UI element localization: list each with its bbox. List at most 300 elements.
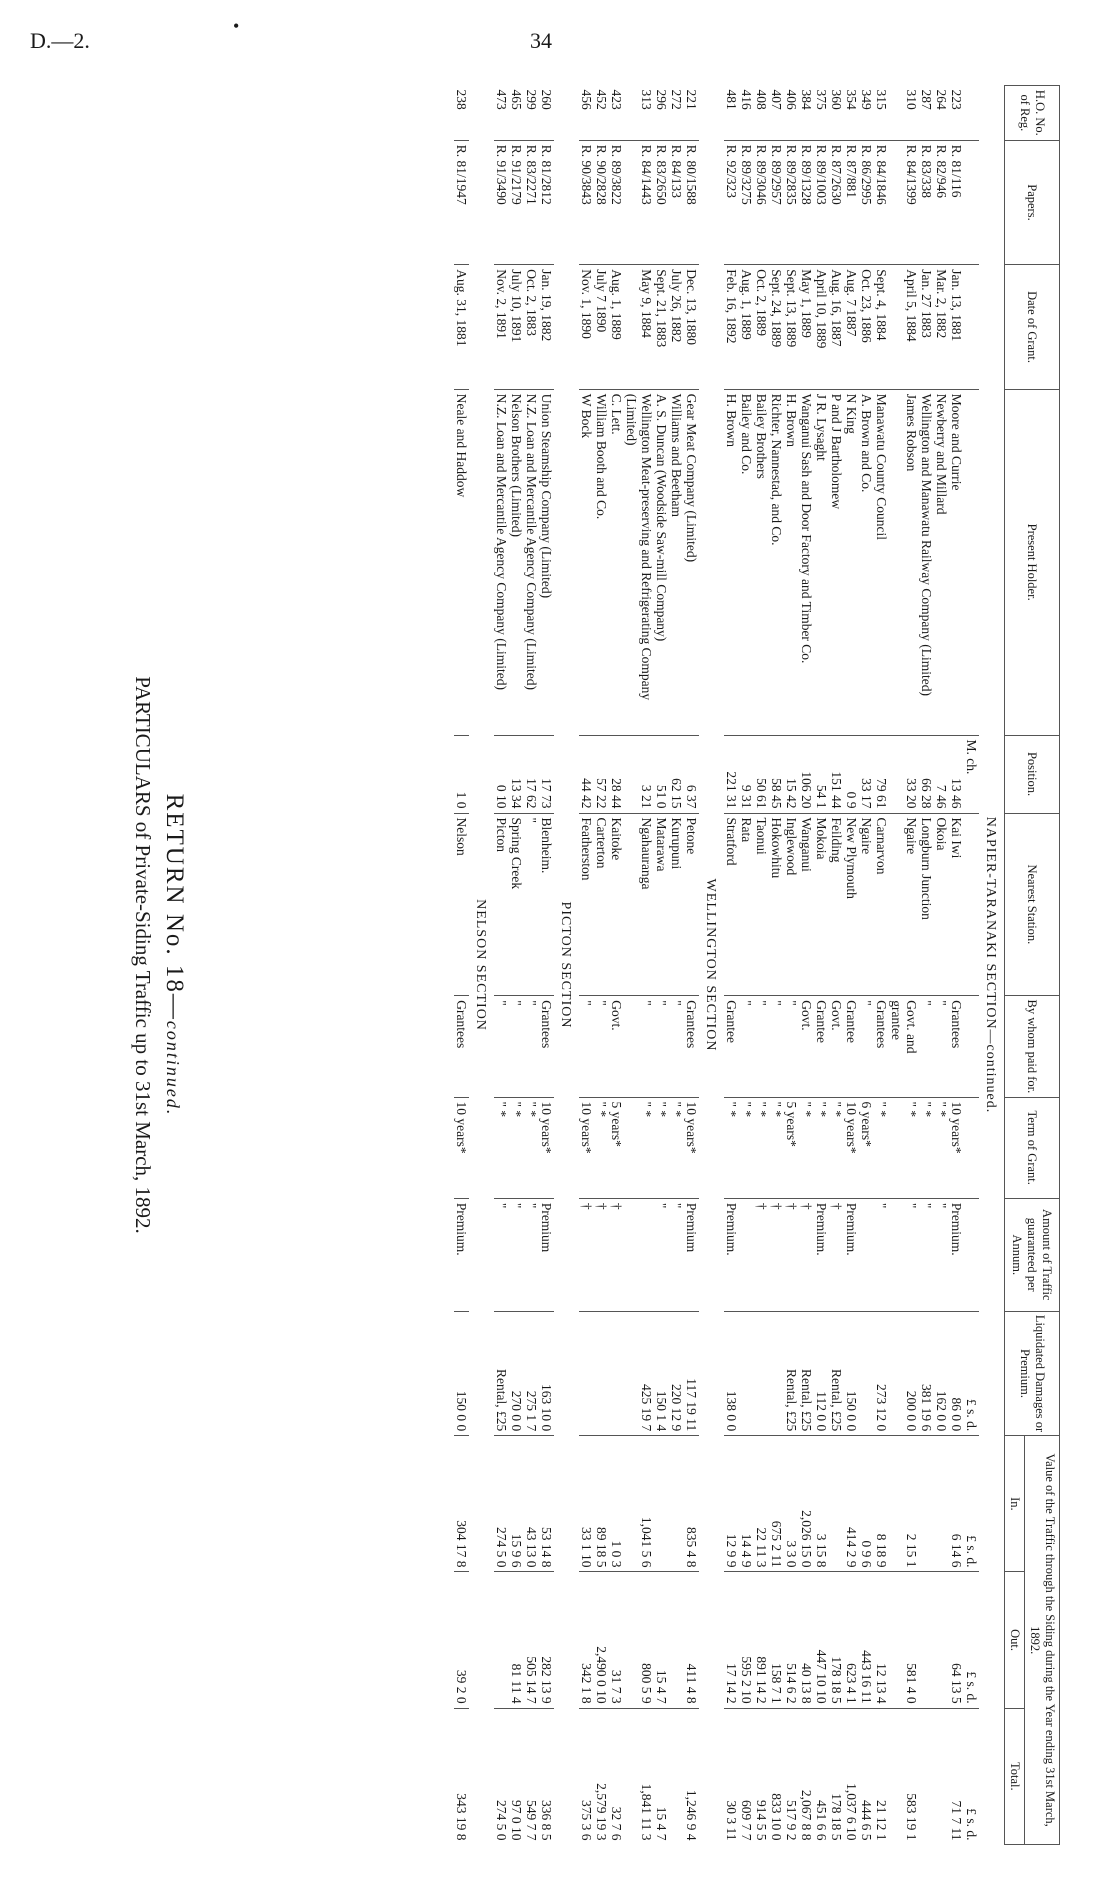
money-units: £ s. d. bbox=[964, 1436, 979, 1572]
cell-amount: " bbox=[654, 1198, 669, 1311]
cell-amount: Premium. bbox=[949, 1198, 964, 1311]
cell-in: 1,041 5 6 bbox=[624, 1436, 654, 1572]
section-name: PICTON SECTION bbox=[558, 901, 573, 1029]
cell-paid: " bbox=[934, 996, 949, 1097]
cell-out: 17 14 2 bbox=[724, 1572, 739, 1708]
cell-ho-reg: 465 bbox=[509, 89, 524, 110]
cell-total: 517 9 2 bbox=[784, 1708, 799, 1844]
cell-damages: 162 0 0 bbox=[934, 1311, 949, 1436]
rotated-page bbox=[60, 75, 1060, 1885]
cell-total: 274 5 0 bbox=[494, 1708, 509, 1844]
col-date: Date of Grant. bbox=[1005, 265, 1060, 390]
cell-amount: " bbox=[934, 1198, 949, 1311]
cell-paid: " bbox=[509, 996, 524, 1097]
cell-total: 30 3 11 bbox=[724, 1708, 739, 1844]
table-row bbox=[539, 86, 554, 1845]
cell-amount: † bbox=[799, 1198, 814, 1311]
cell-ho-reg: 287 bbox=[919, 89, 934, 110]
cell-paid: Grantee bbox=[724, 996, 739, 1097]
cell-amount: † bbox=[579, 1198, 594, 1311]
cell-amount: Premium. bbox=[724, 1198, 739, 1311]
cell-out: 39 2 0 bbox=[454, 1572, 469, 1708]
cell-amount: " bbox=[524, 1198, 539, 1311]
cell-date: Jan. 13, 1881 bbox=[949, 265, 964, 390]
cell-out: 158 7 1 bbox=[769, 1572, 784, 1708]
table-row bbox=[579, 86, 594, 1845]
cell-holder: N.Z. Loan and Mercantile Agency Company (Limited) bbox=[494, 389, 509, 735]
cell-ho-reg: 406 bbox=[784, 89, 799, 110]
cell-ho-reg: 407 bbox=[769, 89, 784, 110]
cell-position: 58 45 bbox=[769, 735, 784, 813]
particulars-title: PARTICULARS of Private-Siding Traffic up to 31st March, 1892. bbox=[131, 676, 155, 1234]
section-name: NAPIER-TARANAKI SECTION—continued. bbox=[983, 816, 998, 1114]
cell-ho-reg: 360 bbox=[829, 89, 844, 110]
cell-in: 274 5 0 bbox=[494, 1436, 509, 1572]
cell-amount: " bbox=[494, 1198, 509, 1311]
cell-papers: R. 80/1588 bbox=[684, 140, 699, 265]
cell-in bbox=[654, 1436, 669, 1572]
cell-station: Rata bbox=[739, 813, 754, 996]
cell-date: Oct. 2, 1889 bbox=[754, 265, 769, 390]
cell-damages bbox=[594, 1311, 609, 1436]
cell-term: " * bbox=[889, 1097, 919, 1198]
cell-position: 106 20 bbox=[799, 735, 814, 813]
cell-date: Nov. 1, 1890 bbox=[579, 265, 594, 390]
cell-paid: Govt. bbox=[829, 996, 844, 1097]
cell-ho-reg: 238 bbox=[454, 89, 469, 110]
cell-total bbox=[669, 1708, 684, 1844]
cell-term: " * bbox=[724, 1097, 739, 1198]
cell-total: 2,067 8 8 bbox=[799, 1708, 814, 1844]
cell-date: Sept. 4, 1884 bbox=[874, 265, 889, 390]
cell-station: Ngaire bbox=[859, 813, 874, 996]
table-row bbox=[799, 86, 814, 1845]
cell-station: Stratford bbox=[724, 813, 739, 996]
cell-station: Picton bbox=[494, 813, 509, 996]
cell-date: Aug. 1, 1889 bbox=[739, 265, 754, 390]
cell-in: 43 13 0 bbox=[524, 1436, 539, 1572]
cell-term: " * bbox=[509, 1097, 524, 1198]
cell-damages bbox=[769, 1311, 784, 1436]
cell-papers: R. 83/2271 bbox=[524, 140, 539, 265]
cell-holder: P and J Bartholomew bbox=[829, 389, 844, 735]
table-row bbox=[524, 86, 539, 1845]
cell-in bbox=[669, 1436, 684, 1572]
money-units: £ s. d. bbox=[964, 1311, 979, 1436]
table-row bbox=[509, 86, 524, 1845]
cell-out: 178 18 5 bbox=[829, 1572, 844, 1708]
table-row bbox=[684, 86, 699, 1845]
cell-date: April 10, 1889 bbox=[814, 265, 829, 390]
col-amount: Amount of Traffic guaranteed per Annum. bbox=[1005, 1198, 1060, 1311]
cell-damages bbox=[579, 1311, 594, 1436]
cell-out: 2,490 0 10 bbox=[594, 1572, 609, 1708]
cell-term: " * bbox=[919, 1097, 934, 1198]
cell-holder: Moore and Currie bbox=[949, 389, 964, 735]
cell-in: 2 15 1 bbox=[889, 1436, 919, 1572]
units-row bbox=[964, 86, 979, 1845]
cell-in: 6 14 6 bbox=[949, 1436, 964, 1572]
cell-total: 343 19 8 bbox=[454, 1708, 469, 1844]
cell-ho-reg: 423 bbox=[609, 89, 624, 110]
cell-amount: " bbox=[919, 1198, 934, 1311]
cell-date: Oct. 23, 1886 bbox=[859, 265, 874, 390]
section-name: WELLINGTON SECTION bbox=[703, 878, 718, 1052]
cell-date: Aug. 16, 1887 bbox=[829, 265, 844, 390]
cell-holder: Neale and Haddow bbox=[454, 389, 469, 735]
cell-out: 282 13 9 bbox=[539, 1572, 554, 1708]
col-holder: Present Holder. bbox=[1005, 389, 1060, 735]
money-units: £ s. d. bbox=[964, 1572, 979, 1708]
position-units: M. ch. bbox=[964, 735, 979, 813]
cell-out: 447 10 10 bbox=[814, 1572, 829, 1708]
cell-amount: " bbox=[509, 1198, 524, 1311]
cell-amount: Premium. bbox=[814, 1198, 829, 1311]
cell-damages: 112 0 0 bbox=[814, 1311, 829, 1436]
cell-holder: N.Z. Loan and Mercantile Agency Company (Limited) bbox=[524, 389, 539, 735]
cell-total: 609 7 7 bbox=[739, 1708, 754, 1844]
cell-term: " * bbox=[669, 1097, 684, 1198]
cell-in: 1 0 3 bbox=[609, 1436, 624, 1572]
cell-damages: 200 0 0 bbox=[889, 1311, 919, 1436]
cell-term: " * bbox=[829, 1097, 844, 1198]
return-title bbox=[160, 75, 188, 1835]
cell-out: 342 1 8 bbox=[579, 1572, 594, 1708]
cell-position: 17 62 bbox=[524, 735, 539, 813]
units-blank bbox=[964, 389, 979, 735]
table-body bbox=[454, 86, 1005, 1845]
cell-paid: Grantees bbox=[684, 996, 699, 1097]
col-ho-reg: H.O. No. of Reg. bbox=[1005, 86, 1060, 141]
cell-ho-reg: 375 bbox=[814, 89, 829, 110]
cell-amount: † bbox=[784, 1198, 799, 1311]
cell-total: 2,579 19 3 bbox=[594, 1708, 609, 1844]
cell-papers: R. 90/2828 bbox=[594, 140, 609, 265]
cell-amount bbox=[624, 1198, 654, 1311]
cell-papers: R. 81/1947 bbox=[454, 140, 469, 265]
cell-amount: " bbox=[669, 1198, 684, 1311]
cell-damages: 163 10 0 bbox=[539, 1311, 554, 1436]
cell-holder: James Robson bbox=[889, 389, 919, 735]
cell-damages: 117 19 11 bbox=[684, 1311, 699, 1436]
table-row bbox=[829, 86, 844, 1845]
cell-papers: R. 87/2630 bbox=[829, 140, 844, 265]
cell-date: May 1, 1889 bbox=[799, 265, 814, 390]
cell-position: 13 34 bbox=[509, 735, 524, 813]
money-units: £ s. d. bbox=[964, 1708, 979, 1844]
cell-out: 505 14 7 bbox=[524, 1572, 539, 1708]
cell-amount: Premium bbox=[684, 1198, 699, 1311]
col-papers: Papers. bbox=[1005, 140, 1060, 265]
cell-station: Matarawa bbox=[654, 813, 669, 996]
cell-in bbox=[919, 1436, 934, 1572]
cell-paid: " bbox=[494, 996, 509, 1097]
cell-damages: 150 0 0 bbox=[844, 1311, 859, 1436]
cell-damages bbox=[754, 1311, 769, 1436]
cell-term: 10 years* bbox=[844, 1097, 859, 1198]
cell-date: Aug. 7 1887 bbox=[844, 265, 859, 390]
cell-position: 57 22 bbox=[594, 735, 609, 813]
cell-out bbox=[669, 1572, 684, 1708]
cell-position: 33 20 bbox=[889, 735, 919, 813]
cell-station: Hokowhitu bbox=[769, 813, 784, 996]
table-row bbox=[454, 86, 469, 1845]
table-row bbox=[949, 86, 964, 1845]
cell-station: Kaitoke bbox=[609, 813, 624, 996]
cell-term: " * bbox=[654, 1097, 669, 1198]
cell-ho-reg: 473 bbox=[494, 89, 509, 110]
cell-paid: " bbox=[769, 996, 784, 1097]
col-in: In. bbox=[1005, 1436, 1025, 1572]
units-blank bbox=[964, 1198, 979, 1311]
cell-out: 411 4 8 bbox=[684, 1572, 699, 1708]
cell-papers: R. 84/133 bbox=[669, 140, 684, 265]
cell-total: 1,037 6 10 bbox=[844, 1708, 859, 1844]
cell-in: 14 4 9 bbox=[739, 1436, 754, 1572]
cell-out: 31 7 3 bbox=[609, 1572, 624, 1708]
cell-papers: R. 91/3490 bbox=[494, 140, 509, 265]
cell-total: 32 7 6 bbox=[609, 1708, 624, 1844]
units-blank bbox=[964, 265, 979, 390]
siding-traffic-table bbox=[454, 85, 1060, 1845]
cell-in bbox=[829, 1436, 844, 1572]
section-heading bbox=[469, 86, 494, 1845]
cell-position: 0 10 bbox=[494, 735, 509, 813]
cell-station: Inglewood bbox=[784, 813, 799, 996]
cell-damages: 150 1 4 bbox=[654, 1311, 669, 1436]
cell-paid: Grantees bbox=[874, 996, 889, 1097]
table-row bbox=[814, 86, 829, 1845]
cell-damages: 270 0 0 bbox=[509, 1311, 524, 1436]
cell-out: 514 6 2 bbox=[784, 1572, 799, 1708]
cell-total: 15 4 7 bbox=[654, 1708, 669, 1844]
cell-out: 581 4 0 bbox=[889, 1572, 919, 1708]
cell-paid: Grantee bbox=[844, 996, 859, 1097]
cell-holder: Union Steamship Company (Limited) bbox=[539, 389, 554, 735]
cell-papers: R. 84/1443 bbox=[624, 140, 654, 265]
page-number: 34 bbox=[530, 28, 552, 53]
cell-paid: " bbox=[594, 996, 609, 1097]
cell-station: Okoia bbox=[934, 813, 949, 996]
cell-damages: 425 19 7 bbox=[624, 1311, 654, 1436]
cell-damages: 275 1 7 bbox=[524, 1311, 539, 1436]
cell-term: " * bbox=[739, 1097, 754, 1198]
cell-station: Kai Iwi bbox=[949, 813, 964, 996]
cell-paid: Govt. and grantee bbox=[889, 996, 919, 1097]
cell-holder: Richter, Nannestad, and Co. bbox=[769, 389, 784, 735]
cell-total: 336 8 5 bbox=[539, 1708, 554, 1844]
cell-out: 595 2 10 bbox=[739, 1572, 754, 1708]
cell-in: 22 11 3 bbox=[754, 1436, 769, 1572]
cell-holder: A. S. Duncan (Woodside Saw-mill Company) bbox=[654, 389, 669, 735]
cell-position: 33 17 bbox=[859, 735, 874, 813]
cell-term: " * bbox=[934, 1097, 949, 1198]
cell-papers: R. 89/2835 bbox=[784, 140, 799, 265]
cell-out: 800 5 9 bbox=[624, 1572, 654, 1708]
cell-papers: R. 82/946 bbox=[934, 140, 949, 265]
cell-total bbox=[934, 1708, 949, 1844]
cell-paid: " bbox=[579, 996, 594, 1097]
cell-in: 33 1 10 bbox=[579, 1436, 594, 1572]
cell-station: Wanganui bbox=[799, 813, 814, 996]
cell-damages: 273 12 0 bbox=[874, 1311, 889, 1436]
cell-position: 50 61 bbox=[754, 735, 769, 813]
cell-holder: H. Brown bbox=[784, 389, 799, 735]
table-row bbox=[874, 86, 889, 1845]
cell-total: 833 10 0 bbox=[769, 1708, 784, 1844]
col-out: Out. bbox=[1005, 1572, 1025, 1708]
cell-position: 66 28 bbox=[919, 735, 934, 813]
cell-ho-reg: 272 bbox=[669, 89, 684, 110]
cell-ho-reg: 299 bbox=[524, 89, 539, 110]
units-blank bbox=[964, 813, 979, 996]
cell-station: Kurupuni bbox=[669, 813, 684, 996]
col-total: Total. bbox=[1005, 1708, 1025, 1844]
table-row bbox=[919, 86, 934, 1845]
cell-position: 15 42 bbox=[784, 735, 799, 813]
cell-papers: R. 89/1003 bbox=[814, 140, 829, 265]
cell-damages bbox=[739, 1311, 754, 1436]
cell-total: 451 6 6 bbox=[814, 1708, 829, 1844]
cell-paid: " bbox=[654, 996, 669, 1097]
cell-total: 1,246 9 4 bbox=[684, 1708, 699, 1844]
cell-station: Feilding bbox=[829, 813, 844, 996]
cell-paid: " bbox=[524, 996, 539, 1097]
cell-papers: R. 84/1846 bbox=[874, 140, 889, 265]
cell-date: July 7 1890 bbox=[594, 265, 609, 390]
cell-paid: Grantees bbox=[949, 996, 964, 1097]
section-heading bbox=[979, 86, 1005, 1845]
cell-ho-reg: 223 bbox=[949, 89, 964, 110]
cell-holder: Wellington Meat-preserving and Refrigerating Company (Limited) bbox=[624, 389, 654, 735]
cell-damages: Rental, £25 bbox=[494, 1311, 509, 1436]
cell-papers: R. 89/3275 bbox=[739, 140, 754, 265]
table-row bbox=[724, 86, 739, 1845]
cell-out bbox=[494, 1572, 509, 1708]
cell-papers: R. 89/3046 bbox=[754, 140, 769, 265]
cell-papers: R. 81/116 bbox=[949, 140, 964, 265]
cell-holder: J R. Lysaght bbox=[814, 389, 829, 735]
cell-ho-reg: 315 bbox=[874, 89, 889, 110]
cell-paid: " bbox=[784, 996, 799, 1097]
cell-position: 7 46 bbox=[934, 735, 949, 813]
cell-out bbox=[934, 1572, 949, 1708]
cell-in: 0 9 6 bbox=[859, 1436, 874, 1572]
cell-paid: " bbox=[669, 996, 684, 1097]
cell-term: " * bbox=[754, 1097, 769, 1198]
cell-in: 12 9 9 bbox=[724, 1436, 739, 1572]
cell-paid: " bbox=[739, 996, 754, 1097]
cell-position: 28 44 bbox=[609, 735, 624, 813]
cell-out: 443 16 11 bbox=[859, 1572, 874, 1708]
section-heading bbox=[699, 86, 724, 1845]
cell-date: Nov. 2, 1891 bbox=[494, 265, 509, 390]
cell-ho-reg: 408 bbox=[754, 89, 769, 110]
cell-holder: Bailey Brothers bbox=[754, 389, 769, 735]
cell-term: 10 years* bbox=[539, 1097, 554, 1198]
cell-term: 5 years* bbox=[609, 1097, 624, 1198]
document-code: D.—2. bbox=[30, 28, 90, 53]
cell-paid: " bbox=[754, 996, 769, 1097]
cell-paid: Grantee bbox=[814, 996, 829, 1097]
cell-in: 15 9 6 bbox=[509, 1436, 524, 1572]
cell-paid: Grantees bbox=[454, 996, 469, 1097]
cell-position: 13 46 bbox=[949, 735, 964, 813]
cell-ho-reg: 349 bbox=[859, 89, 874, 110]
cell-position: 54 1 bbox=[814, 735, 829, 813]
cell-damages bbox=[609, 1311, 624, 1436]
cell-term: " * bbox=[624, 1097, 654, 1198]
cell-out bbox=[919, 1572, 934, 1708]
section-name: NELSON SECTION bbox=[473, 899, 488, 1031]
cell-holder: Gear Meat Company (Limited) bbox=[684, 389, 699, 735]
table-row bbox=[739, 86, 754, 1845]
cell-damages: 381 19 6 bbox=[919, 1311, 934, 1436]
cell-position: 9 31 bbox=[739, 735, 754, 813]
cell-term: 10 years* bbox=[454, 1097, 469, 1198]
cell-papers: R. 83/338 bbox=[919, 140, 934, 265]
cell-date: Sept. 24, 1889 bbox=[769, 265, 784, 390]
cell-papers: R. 90/3843 bbox=[579, 140, 594, 265]
table-row bbox=[769, 86, 784, 1845]
cell-position: 221 31 bbox=[724, 735, 739, 813]
cell-out: 40 13 8 bbox=[799, 1572, 814, 1708]
cell-date: Oct. 2, 1883 bbox=[524, 265, 539, 390]
cell-amount: Premium. bbox=[454, 1198, 469, 1311]
units-blank bbox=[964, 1097, 979, 1198]
cell-total: 375 3 6 bbox=[579, 1708, 594, 1844]
cell-term: 10 years* bbox=[949, 1097, 964, 1198]
cell-in: 8 18 9 bbox=[874, 1436, 889, 1572]
table-row bbox=[844, 86, 859, 1845]
cell-station: Carnarvon bbox=[874, 813, 889, 996]
cell-date: Feb. 16, 1892 bbox=[724, 265, 739, 390]
cell-total: 583 19 1 bbox=[889, 1708, 919, 1844]
cell-holder: Newberry and Millard bbox=[934, 389, 949, 735]
cell-holder: W Bock bbox=[579, 389, 594, 735]
cell-amount: † bbox=[754, 1198, 769, 1311]
cell-papers: R. 83/2650 bbox=[654, 140, 669, 265]
cell-station: Ngaire bbox=[889, 813, 919, 996]
cell-holder: Nelson Brothers (Limited) bbox=[509, 389, 524, 735]
cell-papers: R. 87/881 bbox=[844, 140, 859, 265]
cell-ho-reg: 264 bbox=[934, 89, 949, 110]
units-blank bbox=[964, 996, 979, 1097]
cell-term: 6 years* bbox=[859, 1097, 874, 1198]
cell-papers: R. 89/1328 bbox=[799, 140, 814, 265]
units-blank bbox=[964, 140, 979, 265]
cell-station: Carterton bbox=[594, 813, 609, 996]
cell-total: 1,841 11 3 bbox=[624, 1708, 654, 1844]
cell-ho-reg: 416 bbox=[739, 89, 754, 110]
cell-term: " * bbox=[814, 1097, 829, 1198]
cell-amount: Premium. bbox=[844, 1198, 859, 1311]
cell-in: 3 15 8 bbox=[814, 1436, 829, 1572]
col-term: Term of Grant. bbox=[1005, 1097, 1060, 1198]
cell-ho-reg: 452 bbox=[594, 89, 609, 110]
cell-date: Aug. 1, 1889 bbox=[609, 265, 624, 390]
stray-mark: • bbox=[233, 16, 240, 36]
cell-holder: Wellington and Manawatu Railway Company (Limited) bbox=[919, 389, 934, 735]
cell-amount bbox=[739, 1198, 754, 1311]
cell-position: 44 42 bbox=[579, 735, 594, 813]
cell-total: 21 12 1 bbox=[874, 1708, 889, 1844]
col-station: Nearest Station. bbox=[1005, 813, 1060, 996]
cell-in: 414 2 9 bbox=[844, 1436, 859, 1572]
col-paid: By whom paid for. bbox=[1005, 996, 1060, 1097]
cell-holder: Manawatu County Council bbox=[874, 389, 889, 735]
cell-paid: " bbox=[919, 996, 934, 1097]
